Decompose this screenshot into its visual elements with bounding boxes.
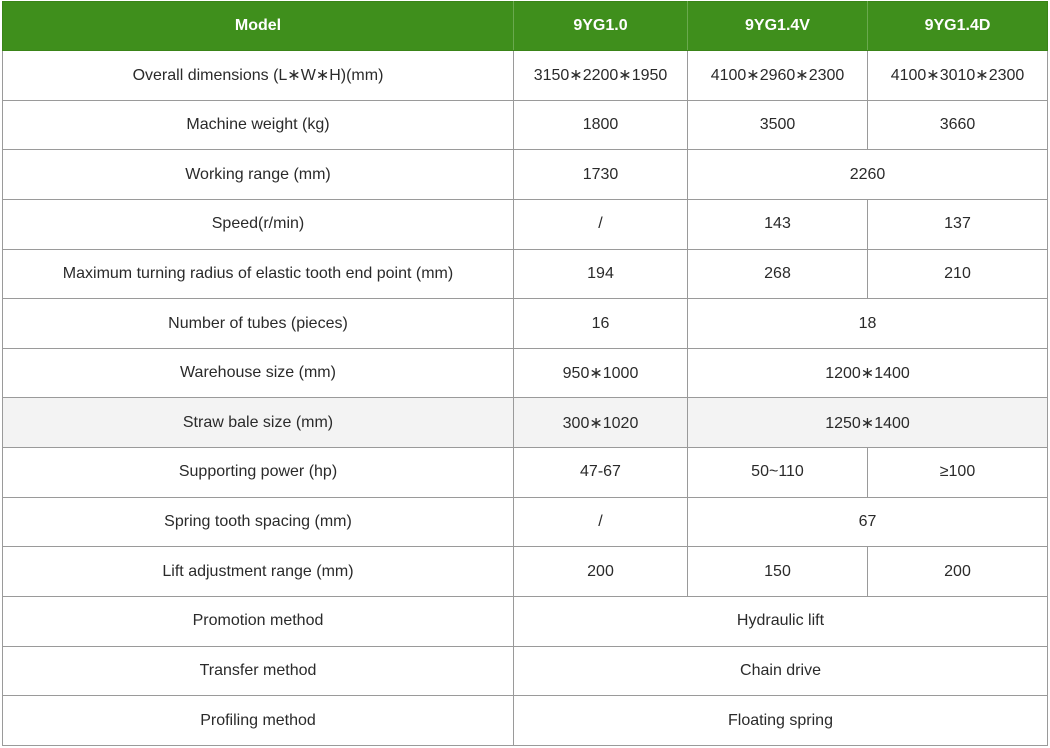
value-cell: 143 — [688, 199, 868, 249]
spec-table — [2, 1, 1048, 746]
table-row — [3, 199, 1048, 249]
row-label: Lift adjustment range (mm) — [3, 547, 514, 597]
row-label: Transfer method — [3, 646, 514, 696]
row-label: Supporting power (hp) — [3, 448, 514, 498]
value-cell: 4100∗2960∗2300 — [688, 51, 868, 101]
value-cell: 50~110 — [688, 448, 868, 498]
value-cell: 3500 — [688, 100, 868, 150]
table-row — [3, 398, 1048, 448]
value-cell: 210 — [868, 249, 1048, 299]
value-cell: 3150∗2200∗1950 — [514, 51, 688, 101]
table-row — [3, 51, 1048, 101]
value-cell: / — [514, 199, 688, 249]
row-label: Speed(r/min) — [3, 199, 514, 249]
value-cell: Hydraulic lift — [514, 597, 1048, 647]
table-row — [3, 448, 1048, 498]
row-label: Working range (mm) — [3, 150, 514, 200]
value-cell: 18 — [688, 299, 1048, 349]
value-cell: 1200∗1400 — [688, 348, 1048, 398]
table-header — [3, 2, 1048, 51]
value-cell: 3660 — [868, 100, 1048, 150]
header-model: Model — [3, 2, 514, 51]
value-cell: 67 — [688, 497, 1048, 547]
table-row — [3, 249, 1048, 299]
value-cell: ≥100 — [868, 448, 1048, 498]
value-cell: 200 — [868, 547, 1048, 597]
table-row — [3, 150, 1048, 200]
row-label: Number of tubes (pieces) — [3, 299, 514, 349]
row-label: Maximum turning radius of elastic tooth end point (mm) — [3, 249, 514, 299]
value-cell: 47-67 — [514, 448, 688, 498]
row-label: Promotion method — [3, 597, 514, 647]
row-label: Machine weight (kg) — [3, 100, 514, 150]
header-row — [3, 2, 1048, 51]
value-cell: 137 — [868, 199, 1048, 249]
table-row — [3, 348, 1048, 398]
table-row — [3, 497, 1048, 547]
value-cell: 268 — [688, 249, 868, 299]
table-row — [3, 299, 1048, 349]
value-cell: 200 — [514, 547, 688, 597]
table-row — [3, 646, 1048, 696]
row-label: Warehouse size (mm) — [3, 348, 514, 398]
value-cell: 1250∗1400 — [688, 398, 1048, 448]
value-cell: 1800 — [514, 100, 688, 150]
header-9yg1-4d: 9YG1.4D — [868, 2, 1048, 51]
header-9yg1-0: 9YG1.0 — [514, 2, 688, 51]
value-cell: 950∗1000 — [514, 348, 688, 398]
header-9yg1-4v: 9YG1.4V — [688, 2, 868, 51]
table-body — [3, 51, 1048, 746]
row-label: Spring tooth spacing (mm) — [3, 497, 514, 547]
row-label: Straw bale size (mm) — [3, 398, 514, 448]
value-cell: / — [514, 497, 688, 547]
value-cell: Chain drive — [514, 646, 1048, 696]
value-cell: 2260 — [688, 150, 1048, 200]
value-cell: 150 — [688, 547, 868, 597]
value-cell: Floating spring — [514, 696, 1048, 746]
value-cell: 300∗1020 — [514, 398, 688, 448]
value-cell: 1730 — [514, 150, 688, 200]
table-row — [3, 100, 1048, 150]
row-label: Overall dimensions (L∗W∗H)(mm) — [3, 51, 514, 101]
table-row — [3, 696, 1048, 746]
value-cell: 194 — [514, 249, 688, 299]
table-row — [3, 547, 1048, 597]
value-cell: 4100∗3010∗2300 — [868, 51, 1048, 101]
row-label: Profiling method — [3, 696, 514, 746]
table-row — [3, 597, 1048, 647]
value-cell: 16 — [514, 299, 688, 349]
